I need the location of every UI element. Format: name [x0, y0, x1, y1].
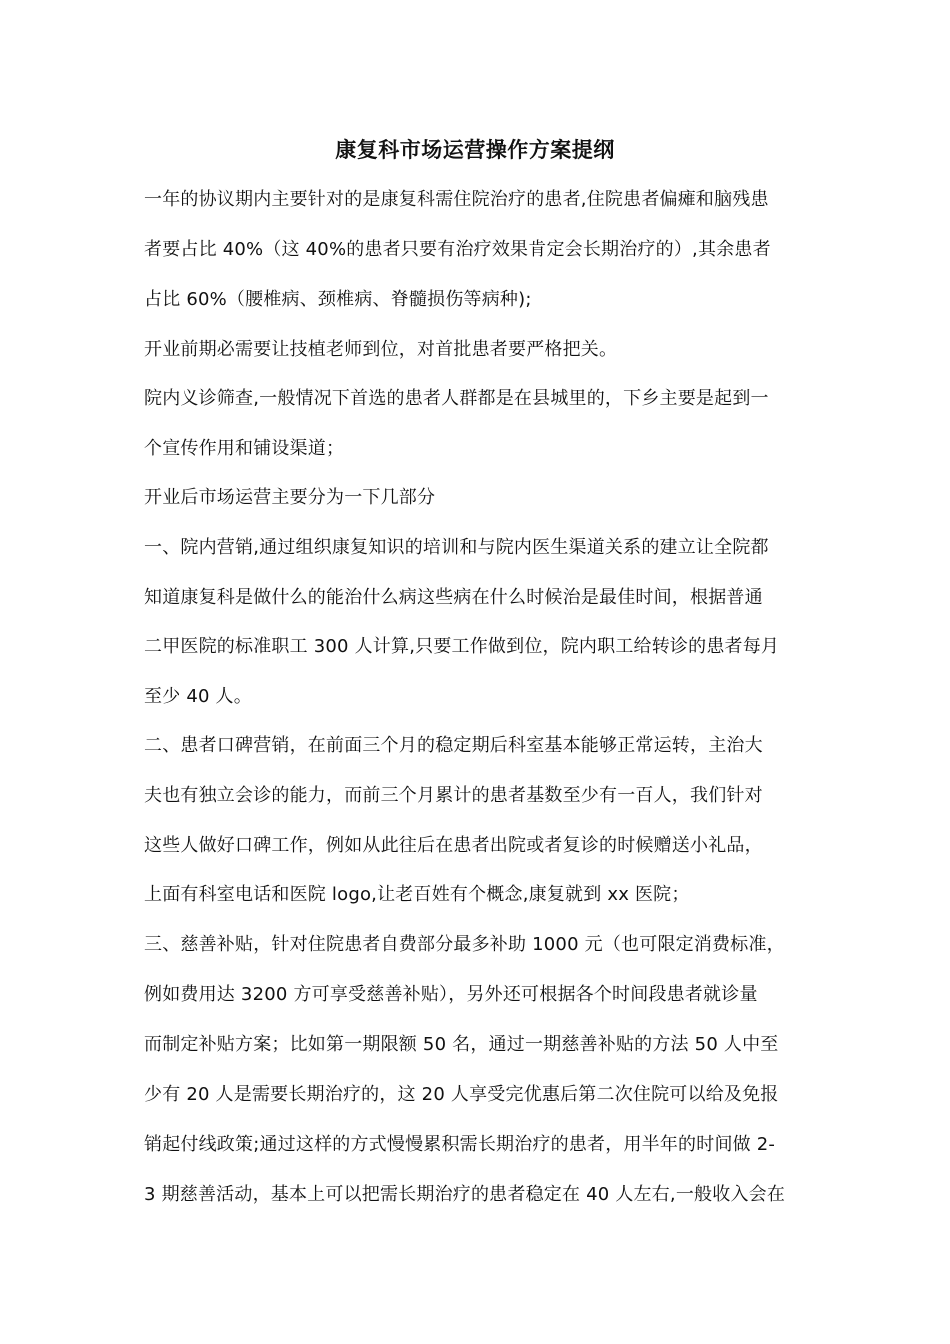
- paragraph-line: 至少 40 人。: [144, 686, 252, 707]
- paragraph-line: 这些人做好口碑工作，例如从此往后在患者出院或者复诊的时候赠送小礼品，: [144, 835, 763, 856]
- paragraph-line: 开业前期必需要让技植老师到位，对首批患者要严格把关。: [144, 339, 618, 360]
- paragraph-line: 院内义诊筛查,一般情况下首选的患者人群都是在县城里的，下乡主要是起到一: [144, 388, 769, 409]
- paragraph-line: 而制定补贴方案；比如第一期限额 50 名，通过一期慈善补贴的方法 50 人中至: [144, 1034, 779, 1055]
- paragraph-line: 知道康复科是做什么的能治什么病这些病在什么时候治是最佳时间，根据普通: [144, 587, 763, 608]
- paragraph-line: 开业后市场运营主要分为一下几部分: [144, 487, 436, 508]
- paragraph-line: 3 期慈善活动，基本上可以把需长期治疗的患者稳定在 40 人左右,一般收入会在: [144, 1184, 786, 1205]
- paragraph-line: 三、慈善补贴，针对住院患者自费部分最多补助 1000 元（也可限定消费标准，: [144, 934, 785, 955]
- paragraph-line: 一年的协议期内主要针对的是康复科需住院治疗的患者,住院患者偏瘫和脑残患: [144, 189, 769, 210]
- paragraph-line: 占比 60%（腰椎病、颈椎病、脊髓损伤等病种);: [144, 289, 532, 310]
- paragraph-line: 销起付线政策;通过这样的方式慢慢累积需长期治疗的患者，用半年的时间做 2-: [144, 1134, 776, 1155]
- paragraph-line: 少有 20 人是需要长期治疗的，这 20 人享受完优惠后第二次住院可以给及免报: [144, 1084, 779, 1105]
- paragraph-line: 例如费用达 3200 方可享受慈善补贴），另外还可根据各个时间段患者就诊量: [144, 984, 758, 1005]
- paragraph-line: 上面有科室电话和医院 logo,让老百姓有个概念,康复就到 xx 医院；: [144, 884, 690, 905]
- paragraph-line: 夫也有独立会诊的能力，而前三个月累计的患者基数至少有一百人，我们针对: [144, 785, 763, 806]
- paragraph-line: 一、院内营销,通过组织康复知识的培训和与院内医生渠道关系的建立让全院都: [144, 537, 769, 558]
- paragraph-line: 二、患者口碑营销，在前面三个月的稳定期后科室基本能够正常运转，主治大: [144, 735, 763, 756]
- paragraph-line: 者要占比 40%（这 40%的患者只要有治疗效果肯定会长期治疗的）,其余患者: [144, 239, 771, 260]
- document-title: 康复科市场运营操作方案提纲: [335, 138, 615, 162]
- paragraph-line: 二甲医院的标准职工 300 人计算,只要工作做到位，院内职工给转诊的患者每月: [144, 636, 780, 657]
- paragraph-line: 个宣传作用和铺设渠道；: [144, 438, 345, 459]
